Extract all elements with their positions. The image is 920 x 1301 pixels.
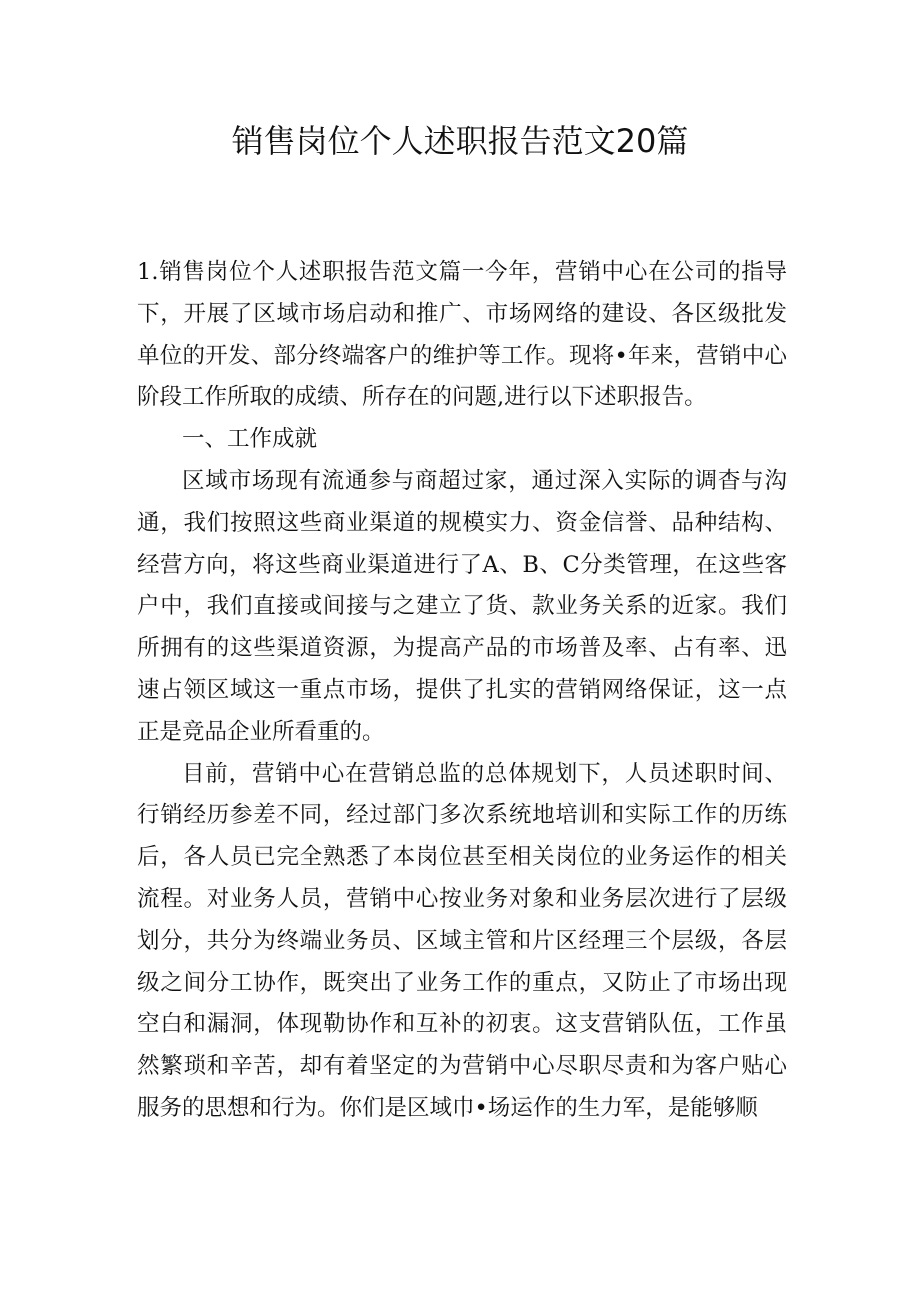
section-heading-achievements: 一、工作成就	[182, 426, 318, 453]
paragraph-sales-team: 目前，营销中心在营销总监的总体规划下，人员述职时间、行销经历参差不同，经过部门多次系统地培训和实际工作的历练后，各人员已完全熟悉了本岗位甚至相关岗位的业务运作的相关流程。对业务人员，营销中心按业务对象和业务层次进行了层级划分，共分为终端业务员、区域主管和片区经理三个层级，各层级之间分工协作，既突出了业务工作的重点，又防止了市场出现空白和漏洞，体现勒协作和互补的初衷。这支营销队伍，工作虽然繁琐和辛苦，却有着坚定的为营销中心尽职尽责和为客户贴心服务的思想和行为。你们是区域巾•场运作的生力军，是能够顺	[137, 760, 787, 1121]
paragraph-regional-market: 区域市场现有流通参与商超过家，通过深入实际的调杳与沟通，我们按照这些商业渠道的规模实力、资金信誉、品种结构、经营方向，将这些商业渠道进行了A、B、C分类管理，在这些客户中，我们直接或间接与之建立了货、款业务关系的近家。我们所拥有的这些渠道资源，为提高产品的市场普及率、占有率、迅速占领区域这一重点市场，提供了扎实的营销网络保证，这一点正是竞品企业所看重的。	[137, 467, 787, 745]
document-title: 销售岗位个人述职报告范文20篇	[231, 122, 689, 160]
paragraph-intro: 1.销售岗位个人述职报告范文篇一今年，营销中心在公司的指导下，开展了区域市场启动和推广、市场网络的建设、各区级批发单位的开发、部分终端客户的维护等工作。现将•年来，营销中心阶段工作所取的成绩、所存在的问题,进行以下述职报告。	[137, 259, 787, 411]
document-body	[137, 252, 787, 1130]
